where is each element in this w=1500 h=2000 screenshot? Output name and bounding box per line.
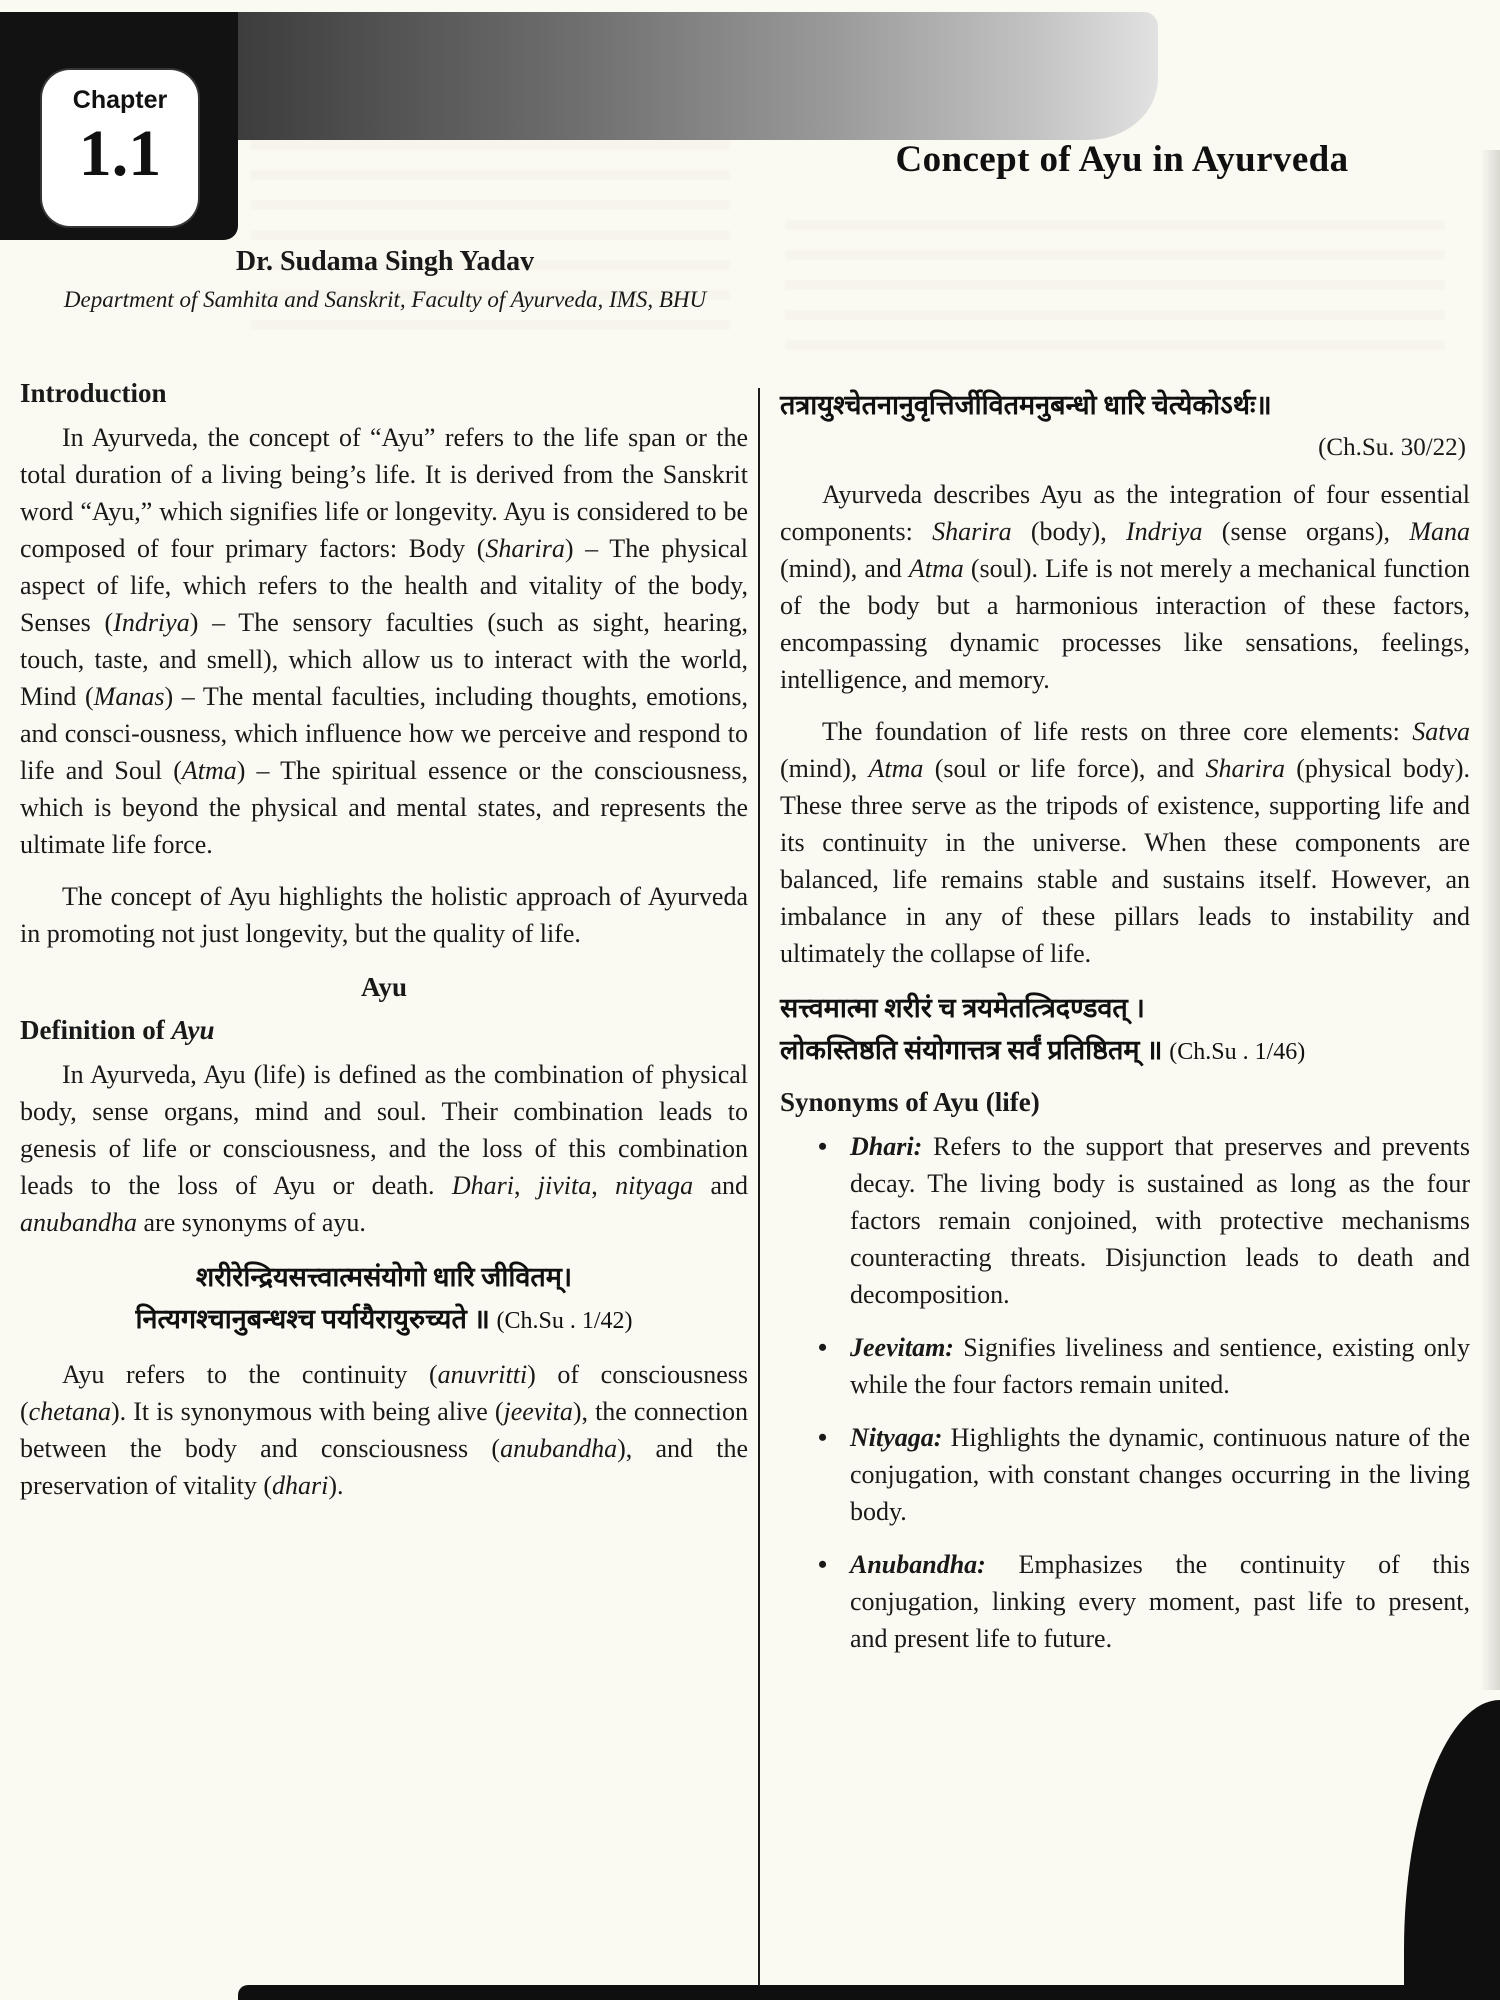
chapter-number: 1.1: [78, 117, 162, 190]
intro-paragraph: In Ayurveda, the concept of “Ayu” refers to the life span or the total duration of a living being’s life. It is derived from the Sanskrit word “Ayu,” which signifies life or longevity. Ayu is considered to be composed of four primary factors: Body (Sharira) – The physical aspect of life, which refers to the health and vitality of the body, Senses (Indriya) – The sensory faculties (such as sight, hearing, touch, taste, and smell), which allow us to interact with the world, Mind (Manas) – The mental faculties, including thoughts, emotions, and consci-ousness, which influence how we perceive and respond to life and Soul (Atma) – The spiritual essence or the consciousness, which is beyond the physical and mental states, and represents the ultimate life force.: [20, 423, 748, 859]
list-item: • Jeevitam: Signifies liveliness and sentience, existing only while the four factors remain united.: [808, 1329, 1470, 1403]
definition-paragraph: In Ayurveda, Ayu (life) is defined as the combination of physical body, sense organs, mind and soul. Their combination leads to genesis of life or consciousness, and the loss of this combination leads to the loss of Ayu or death. Dhari, jivita, nityaga and anubandha are synonyms of ayu.: [20, 1060, 748, 1237]
ayu-heading: Ayu: [360, 972, 407, 1002]
shloka-line: लोकस्तिष्ठति संयोगात्तत्र सर्वं प्रतिष्ठितम् ॥ (Ch.Su . 1/46): [780, 1035, 1306, 1065]
author-block: [12, 246, 758, 313]
list-item: • Dhari: Refers to the support that preserves and prevents decay. The living body is sustained as long as the four factors remain conjoined, with protective mechanisms counteracting threats. Disjunction leads to death and decomposition.: [808, 1128, 1470, 1313]
chapter-label: Chapter: [72, 86, 168, 114]
bleed-through-artifact: [785, 200, 1445, 370]
left-column: [20, 378, 748, 1519]
author-affiliation: Department of Samhita and Sanskrit, Faculty of Ayurveda, IMS, BHU: [63, 287, 707, 312]
page-title: Concept of Ayu in Ayurveda: [895, 139, 1349, 180]
definition-heading: Definition of Ayu: [20, 1015, 215, 1045]
shloka-ch-su-1-46: [780, 987, 1470, 1073]
integration-paragraph: Ayurveda describes Ayu as the integration of four essential components: Sharira (body), Indriya (sense organs), Mana (mind), and Atma (soul). Life is not merely a mechanical function of the body but a harmonious interaction of these factors, encompassing dynamic processes like sensations, feelings, intelligence, and memory.: [780, 480, 1470, 694]
page-edge-shadow: [1480, 150, 1500, 1690]
synonyms-list: [780, 1128, 1470, 1657]
list-item: • Nityaga: Highlights the dynamic, continuous nature of the conjugation, with constant changes occurring in the living body.: [808, 1419, 1470, 1530]
foundation-paragraph: The foundation of life rests on three core elements: Satva (mind), Atma (soul or life force), and Sharira (physical body). These three serve as the tripods of existence, supporting life and its continuity in the universe. When these components are balanced, life remains stable and sustains itself. However, an imbalance in any of these pillars leads to instability and ultimately the collapse of life.: [780, 717, 1471, 968]
author-name: Dr. Sudama Singh Yadav: [235, 246, 535, 277]
synonyms-heading: Synonyms of Ayu (life): [780, 1087, 1040, 1117]
shloka-line: शरीरेन्द्रियसत्त्वात्मसंयोगो धारि जीवितम्।: [195, 1262, 573, 1292]
chapter-block: [0, 12, 238, 240]
list-item: • Anubandha: Emphasizes the continuity of this conjugation, linking every moment, past life to present, and present life to future.: [808, 1546, 1470, 1657]
shloka-reference: (Ch.Su . 1/46): [1169, 1039, 1306, 1065]
shloka-ch-su-1-42: [20, 1256, 748, 1342]
bottom-scan-edge: [238, 1985, 1500, 2000]
shloka-reference: (Ch.Su. 30/22): [1318, 434, 1466, 461]
shloka-line: नित्यगश्चानुबन्धश्च पर्यायैरायुरुच्यते ॥ (Ch.Su . 1/42): [135, 1304, 633, 1334]
bottom-right-corner-shadow: [1404, 1700, 1500, 2000]
shloka-reference: (Ch.Su . 1/42): [496, 1308, 633, 1334]
bleed-through-artifact: [250, 120, 730, 350]
column-divider: [758, 388, 760, 1986]
right-column: [780, 378, 1470, 1673]
chapter-badge: [42, 70, 198, 226]
shloka-ch-su-30-22: तत्रायुश्चेतनानुवृत्तिर्जीवितमनुबन्धो धारि चेत्येकोऽर्थः॥: [780, 390, 1272, 420]
introduction-heading: Introduction: [20, 378, 167, 408]
concept-paragraph: The concept of Ayu highlights the holistic approach of Ayurveda in promoting not just longevity, but the quality of life.: [20, 882, 748, 948]
closing-paragraph: Ayu refers to the continuity (anuvritti) of consciousness (chetana). It is synonymous with being alive (jeevita), the connection between the body and consciousness (anubandha), and the preservation of vitality (dhari).: [20, 1360, 748, 1500]
shloka-line: सत्त्वमात्मा शरीरं च त्रयमेतत्त्रिदण्डवत् ।: [780, 993, 1145, 1023]
